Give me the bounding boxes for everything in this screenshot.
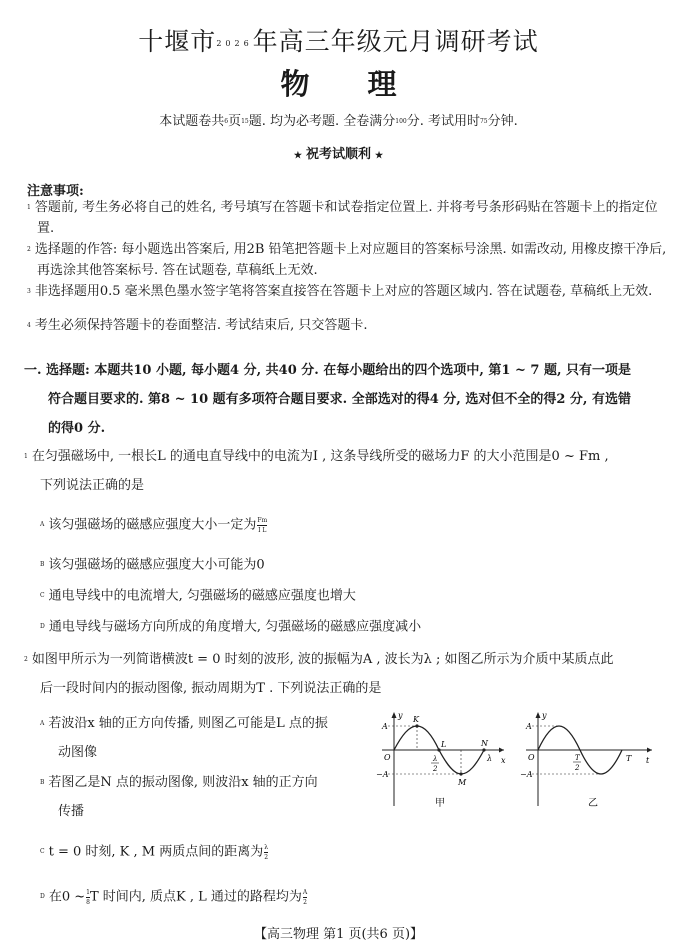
q2-option-b: B 若图乙是N 点的振动图像, 则波沿x 轴的正方向 传播 — [40, 775, 318, 819]
k-label: K — [413, 715, 419, 724]
question-2-stem: 2 如图甲所示为一列简谐横波t = 0 时刻的波形, 波的振幅为A , 波长为λ ; 如图乙所示为介质中某质点此 后一段时间内的振动图像, 振动周期为T . 下列说法正确的是 — [24, 652, 614, 696]
subject-title: 物 理 — [280, 67, 397, 101]
y-label: y — [398, 711, 403, 720]
half-period-den: 2 — [575, 764, 580, 772]
figure-caption: 甲 — [435, 798, 445, 809]
fraction: $\frac{1}{8}$ — [86, 888, 90, 906]
wave-figure-jia — [374, 708, 512, 810]
half-wavelength-den: 2 — [433, 765, 438, 773]
arrow-icon — [499, 748, 504, 753]
t-label: t — [646, 756, 650, 765]
l-label: L — [441, 740, 447, 749]
fraction: $\frac{\lambda}{2}$ — [264, 843, 269, 861]
q1-option-a: A 该匀强磁场的磁感应强度大小一定为 $\frac{Fm}{\text{I L}}$ — [40, 516, 268, 534]
note-item: 3 非选择题用0.5 毫米黑色墨水签字笔将答案直接答在答题卡上对应的答题区域内. 答在试题卷, 草稿纸上无效. — [27, 284, 653, 299]
q1-option-b: B 该匀强磁场的磁感应强度大小可能为0 — [40, 557, 265, 573]
q2-option-c: C t = 0 时刻, K , M 两质点间的距离为 $\frac{\lambda}{2}$ — [40, 843, 269, 861]
q2-option-d: D 在0 ~ $\frac{1}{8}$ T 时间内, 质点K , L 通过的路程均为 $\frac{A}{2}$ — [40, 888, 308, 906]
point-k — [415, 724, 418, 727]
amplitude-label: A — [382, 722, 388, 731]
q2-option-a: A 若波沿x 轴的正方向传播, 则图乙可能是L 点的振 动图像 — [40, 716, 328, 760]
section-heading: 一. 选择题: 本题共10 小题, 每小题4 分, 共40 分. 在每小题给出的四个选项中, 第1 ~ 7 题, 只有一项是 符合题目要求的. 第8 ~ 10 题有多项符合题目要求. 全部选对的得4 分, 选对但不全的得2 分, 有选错 的得0 分. — [24, 363, 632, 436]
point-m — [459, 772, 462, 775]
good-luck-banner: ★ 祝考试顺利 ★ — [293, 147, 384, 162]
note-item: 2 选择题的作答: 每小题选出答案后, 用2B 铅笔把答题卡上对应题目的答案标号涂黑. 如需改动, 用橡皮擦干净后, 再选涂其他答案标号. 答在试题卷, 草稿纸上无效. — [27, 242, 667, 278]
fraction: $\frac{Fm}{\text{I L}}$ — [257, 516, 268, 534]
page-footer: 【高三物理 第1 页(共6 页)】 — [253, 927, 424, 942]
amplitude-label: A — [526, 722, 532, 731]
half-wavelength-num: λ — [433, 755, 438, 763]
question-1-stem: 1 在匀强磁场中, 一根长L 的通电直导线中的电流为I , 这条导线所受的磁场力F 的大小范围是0 ~ Fm , 下列说法正确的是 — [24, 449, 609, 493]
notes-heading: 注意事项: — [27, 184, 84, 199]
exam-year: 2026 — [216, 39, 253, 48]
figure-caption: 乙 — [588, 798, 598, 809]
point-n — [482, 748, 485, 751]
m-label: M — [458, 778, 467, 787]
x-label: x — [501, 756, 506, 765]
note-item: 1 答题前, 考生务必将自己的姓名, 考号填写在答题卡和试卷指定位置上. 并将考号条形码贴在答题卡上的指定位置. — [27, 200, 658, 236]
wavelength-label: λ — [487, 754, 493, 763]
neg-amplitude-label: −A — [376, 770, 389, 779]
exam-meta: 本试题卷共6页15题. 均为必考题. 全卷满分100分. 考试用时75分钟. — [159, 114, 518, 129]
neg-amplitude-label: −A — [520, 770, 533, 779]
arrow-icon — [392, 712, 397, 718]
y-label: y — [542, 711, 547, 720]
note-item: 4 考生必须保持答题卡的卷面整洁. 考试结束后, 只交答题卡. — [27, 318, 368, 333]
star-icon: ★ — [375, 151, 384, 161]
period-label: T — [626, 754, 632, 763]
origin-label: O — [528, 753, 535, 762]
exam-title: 十堰市2026年高三年级元月调研考试 — [138, 27, 539, 56]
n-label: N — [481, 739, 488, 748]
vibration-figure-yi — [518, 708, 658, 810]
arrow-icon — [647, 748, 652, 753]
q1-option-d: D 通电导线与磁场方向所成的角度增大, 匀强磁场的磁感应强度减小 — [40, 619, 422, 635]
origin-label: O — [384, 753, 391, 762]
half-period-num: T — [575, 754, 580, 762]
q1-option-c: C 通电导线中的电流增大, 匀强磁场的磁感应强度也增大 — [40, 588, 356, 604]
fraction: $\frac{A}{2}$ — [302, 888, 308, 906]
arrow-icon — [536, 712, 541, 718]
star-icon: ★ — [293, 151, 302, 161]
